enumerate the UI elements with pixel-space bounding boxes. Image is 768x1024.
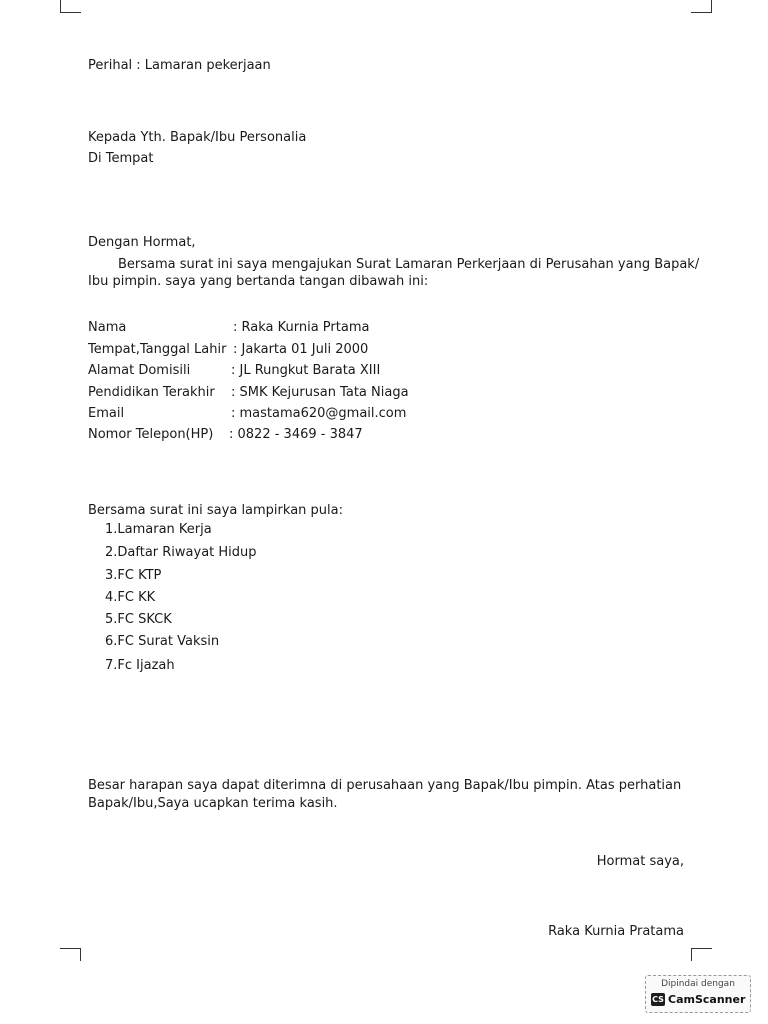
closing-paragraph-line-1: Besar harapan saya dapat diterimna di perusahaan yang Bapak/Ibu pimpin. Atas perhatian xyxy=(88,778,682,793)
attachment-item: 6.FC Surat Vaksin xyxy=(105,634,220,649)
salutation: Dengan Hormat, xyxy=(88,235,196,250)
watermark-brand: CamScanner xyxy=(668,993,746,1006)
detail-value-phone: : 0822 - 3469 - 3847 xyxy=(229,427,363,442)
crop-mark-bottom-right xyxy=(691,948,712,961)
sign-off: Hormat saya, xyxy=(596,854,684,869)
detail-label-phone: Nomor Telepon(HP) xyxy=(88,427,214,442)
detail-label-education: Pendidikan Terakhir xyxy=(88,385,215,400)
recipient-line: Kepada Yth. Bapak/Ibu Personalia xyxy=(88,130,307,145)
crop-mark-top-left xyxy=(60,0,81,13)
camscanner-watermark xyxy=(645,975,751,1013)
signature-name: Raka Kurnia Pratama xyxy=(548,924,684,939)
crop-mark-bottom-left xyxy=(60,948,81,961)
intro-paragraph-line-1: Bersama surat ini saya mengajukan Surat Lamaran Perkerjaan di Perusahan yang Bapak/ xyxy=(118,257,700,272)
intro-paragraph-line-2: Ibu pimpin. saya yang bertanda tangan dibawah ini: xyxy=(88,274,429,289)
detail-value-education: : SMK Kejurusan Tata Niaga xyxy=(231,385,409,400)
watermark-caption: Dipindai dengan xyxy=(661,979,735,989)
detail-value-address: : JL Rungkut Barata XIII xyxy=(231,363,381,378)
detail-value-email: : mastama620@gmail.com xyxy=(231,406,407,421)
attachments-intro: Bersama surat ini saya lampirkan pula: xyxy=(88,503,343,518)
detail-label-email: Email xyxy=(88,406,125,421)
attachment-item: 2.Daftar Riwayat Hidup xyxy=(105,545,257,560)
attachment-item: 7.Fc Ijazah xyxy=(105,658,175,673)
attachment-item: 4.FC KK xyxy=(105,590,156,605)
camscanner-logo-icon: CS xyxy=(652,995,664,1004)
closing-paragraph-line-2: Bapak/Ibu,Saya ucapkan terima kasih. xyxy=(88,796,338,811)
crop-mark-top-right xyxy=(691,0,712,13)
detail-label-address: Alamat Domisili xyxy=(88,363,191,378)
detail-label-name: Nama xyxy=(88,320,127,335)
attachment-item: 5.FC SKCK xyxy=(105,612,172,627)
recipient-place: Di Tempat xyxy=(88,151,154,166)
detail-value-name: : Raka Kurnia Prtama xyxy=(233,320,370,335)
detail-label-birth: Tempat,Tanggal Lahir xyxy=(88,342,227,357)
detail-value-birth: : Jakarta 01 Juli 2000 xyxy=(233,342,369,357)
subject-line: Perihal : Lamaran pekerjaan xyxy=(88,58,271,73)
attachment-item: 1.Lamaran Kerja xyxy=(105,522,212,537)
attachment-item: 3.FC KTP xyxy=(105,568,162,583)
